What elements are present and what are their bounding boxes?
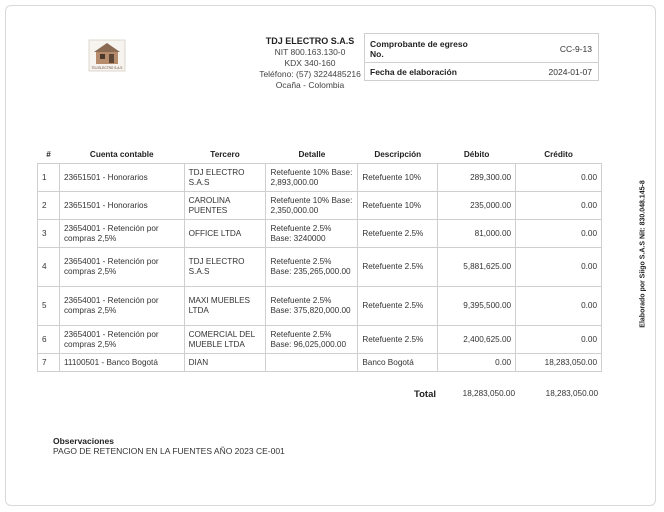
row-tercero: TDJ ELECTRO S.A.S — [184, 164, 266, 192]
row-index: 3 — [38, 220, 60, 248]
row-debito: 5,881,625.00 — [438, 248, 516, 287]
row-debito: 9,395,500.00 — [438, 287, 516, 326]
row-cuenta: 23654001 - Retención por compras 2,5% — [59, 220, 184, 248]
total-debito: 18,283,050.00 — [462, 389, 515, 398]
row-cuenta: 23654001 - Retención por compras 2,5% — [59, 248, 184, 287]
row-index: 4 — [38, 248, 60, 287]
row-detalle: Retefuente 2.5% Base: 375,820,000.00 — [266, 287, 358, 326]
header-debito: Débito — [463, 150, 490, 159]
row-descripcion: Retefuente 2.5% — [358, 287, 438, 326]
row-cuenta: 23654001 - Retención por compras 2,5% — [59, 287, 184, 326]
row-detalle: Retefuente 2.5% Base: 96,025,000.00 — [266, 326, 358, 354]
row-tercero: MAXI MUEBLES LTDA — [184, 287, 266, 326]
company-header — [255, 36, 365, 91]
row-tercero: COMERCIAL DEL MUEBLE LTDA — [184, 326, 266, 354]
row-cuenta: 23651501 - Honorarios — [59, 192, 184, 220]
row-index: 5 — [38, 287, 60, 326]
voucher-box — [364, 33, 599, 81]
row-cuenta: 23651501 - Honorarios — [59, 164, 184, 192]
header-credito: Crédito — [544, 150, 573, 159]
row-descripcion: Retefuente 2.5% — [358, 220, 438, 248]
voucher-date-label: Fecha de elaboración — [370, 67, 457, 77]
row-credito: 0.00 — [516, 220, 602, 248]
table-row — [38, 287, 602, 326]
row-index: 1 — [38, 164, 60, 192]
row-detalle: Retefuente 10% Base: 2,350,000.00 — [266, 192, 358, 220]
table-row — [38, 192, 602, 220]
table-header-row — [38, 146, 602, 164]
row-descripcion: Retefuente 2.5% — [358, 248, 438, 287]
row-debito: 235,000.00 — [438, 192, 516, 220]
header-index: # — [46, 150, 51, 159]
row-credito: 18,283,050.00 — [516, 354, 602, 372]
table-row — [38, 326, 602, 354]
observations-text: PAGO DE RETENCION EN LA FUENTES AÑO 2023 CE-001 — [53, 446, 285, 456]
header-cuenta: Cuenta contable — [89, 150, 154, 159]
header-descripcion: Descripción — [374, 150, 422, 159]
voucher-date: 2024-01-07 — [548, 67, 592, 77]
row-credito: 0.00 — [516, 326, 602, 354]
row-descripcion: Retefuente 2.5% — [358, 326, 438, 354]
header-tercero: Tercero — [210, 150, 240, 159]
table-body — [38, 164, 602, 372]
company-phone: Teléfono: (57) 3224485216 — [259, 69, 361, 79]
row-detalle — [266, 354, 358, 372]
entries-table — [37, 146, 602, 372]
row-cuenta: 23654001 - Retención por compras 2,5% — [59, 326, 184, 354]
company-address: KDX 340-160 — [284, 58, 336, 68]
row-credito: 0.00 — [516, 287, 602, 326]
row-debito: 81,000.00 — [438, 220, 516, 248]
row-credito: 0.00 — [516, 248, 602, 287]
row-descripcion: Retefuente 10% — [358, 192, 438, 220]
row-tercero: DIAN — [184, 354, 266, 372]
company-nit: NIT 800.163.130-0 — [274, 47, 346, 57]
row-descripcion: Banco Bogotá — [358, 354, 438, 372]
total-credito: 18,283,050.00 — [545, 389, 598, 398]
row-detalle: Retefuente 2.5% Base: 235,265,000.00 — [266, 248, 358, 287]
row-tercero: OFFICE LTDA — [184, 220, 266, 248]
row-descripcion: Retefuente 10% — [358, 164, 438, 192]
voucher-number: CC-9-13 — [559, 44, 592, 54]
company-name: TDJ ELECTRO S.A.S — [265, 36, 355, 46]
total-label: Total — [414, 389, 436, 400]
voucher-title-label: Comprobante de egreso No. — [370, 39, 468, 59]
company-logo — [88, 39, 126, 72]
table-row — [38, 164, 602, 192]
row-credito: 0.00 — [516, 192, 602, 220]
header-detalle: Detalle — [298, 150, 326, 159]
table-row — [38, 248, 602, 287]
table-row — [38, 354, 602, 372]
observations-label: Observaciones — [53, 436, 114, 446]
side-note: Elaborado por Siigo S.A.S Nit: 830.048.145-8 — [639, 180, 647, 328]
voucher-number-row — [365, 34, 598, 63]
row-index: 7 — [38, 354, 60, 372]
row-debito: 2,400,625.00 — [438, 326, 516, 354]
row-detalle: Retefuente 10% Base: 2,893,000.00 — [266, 164, 358, 192]
row-tercero: CAROLINA PUENTES — [184, 192, 266, 220]
row-detalle: Retefuente 2.5% Base: 3240000 — [266, 220, 358, 248]
row-credito: 0.00 — [516, 164, 602, 192]
logo-text: TDJ ELECTRO S.A.S — [91, 66, 123, 70]
table-row — [38, 220, 602, 248]
row-debito: 0.00 — [438, 354, 516, 372]
row-debito: 289,300.00 — [438, 164, 516, 192]
row-cuenta: 11100501 - Banco Bogotá — [59, 354, 184, 372]
company-city: Ocaña - Colombia — [275, 80, 345, 90]
row-index: 6 — [38, 326, 60, 354]
row-tercero: TDJ ELECTRO S.A.S — [184, 248, 266, 287]
observations — [53, 436, 285, 456]
row-index: 2 — [38, 192, 60, 220]
